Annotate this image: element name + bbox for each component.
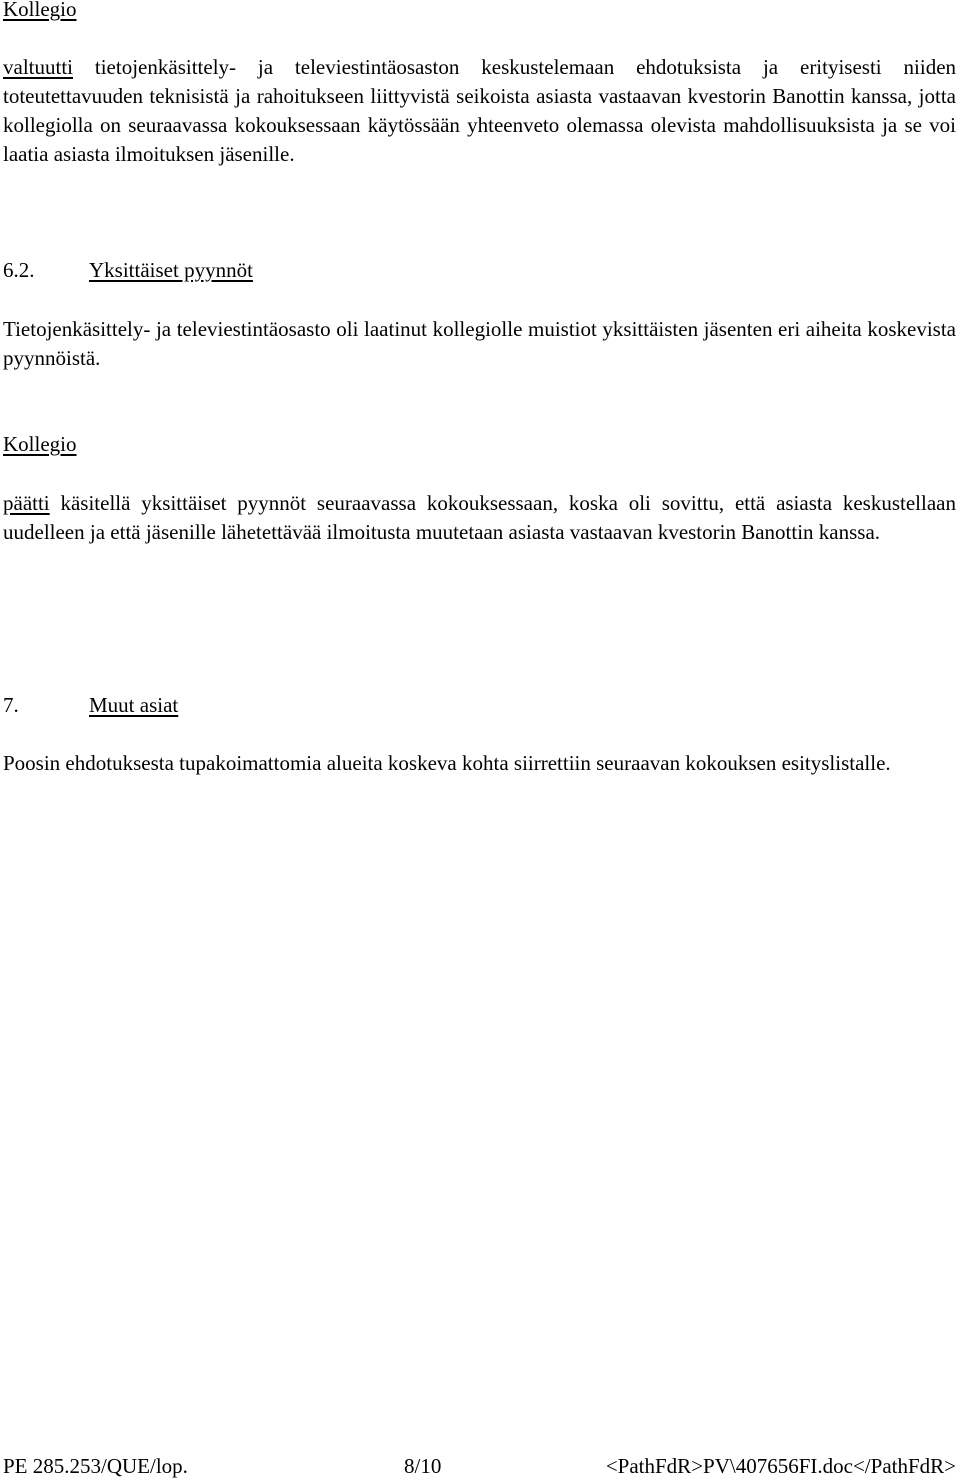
footer-file-path: <PathFdR>PV\407656FI.doc</PathFdR> bbox=[605, 1454, 956, 1478]
section-paragraph-7 bbox=[3, 749, 956, 778]
section-number: 6.2. bbox=[3, 258, 35, 282]
section-title: Muut asiat bbox=[89, 693, 179, 717]
decision-paragraph-1 bbox=[3, 53, 956, 169]
decision-paragraph-2 bbox=[3, 489, 956, 547]
section-number: 7. bbox=[3, 693, 19, 717]
kollegio-heading: Kollegio bbox=[3, 0, 77, 21]
decision-verb: päätti bbox=[3, 491, 50, 515]
decision-text: käsitellä yksittäiset pyynnöt seuraavassa kokouksessaan, koska oli sovittu, että asiasta keskustellaan uudelleen ja että jäsenille lähetettävää ilmoitusta muutetaan asiasta vastaavan kvestorin Banottin kanssa. bbox=[3, 491, 956, 544]
section-heading-7 bbox=[3, 691, 956, 720]
section-text: Tietojenkäsittely- ja televiestintäosasto oli laatinut kollegiolle muistiot yksittäisten jäsenten eri aiheita koskevista pyynnöistä. bbox=[3, 317, 956, 370]
kollegio-label-2 bbox=[3, 430, 956, 459]
section-paragraph-6-2 bbox=[3, 315, 956, 373]
section-title: Yksittäiset pyynnöt bbox=[89, 258, 253, 282]
decision-verb: valtuutti bbox=[3, 55, 73, 79]
kollegio-label-1 bbox=[3, 0, 956, 24]
footer-page-number: 8/10 bbox=[404, 1454, 442, 1478]
page-footer bbox=[3, 1452, 956, 1481]
decision-text: tietojenkäsittely- ja televiestintäosaston keskustelemaan ehdotuksista ja erityisesti niiden toteutettavuuden teknisistä ja rahoitukseen liittyvistä seikoista asiasta vastaavan kvestorin Banottin kanssa, jotta kollegiolla on seuraavassa kokouksessaan käytössään yhteenveto olemassa olevista mahdollisuuksista ja se voi laatia asiasta ilmoituksen jäsenille. bbox=[3, 55, 957, 166]
footer-reference: PE 285.253/QUE/lop. bbox=[3, 1454, 188, 1478]
section-heading-6-2 bbox=[3, 256, 956, 285]
kollegio-heading: Kollegio bbox=[3, 432, 77, 456]
section-text: Poosin ehdotuksesta tupakoimattomia alueita koskeva kohta siirrettiin seuraavan kokouksen esityslistalle. bbox=[3, 751, 891, 775]
